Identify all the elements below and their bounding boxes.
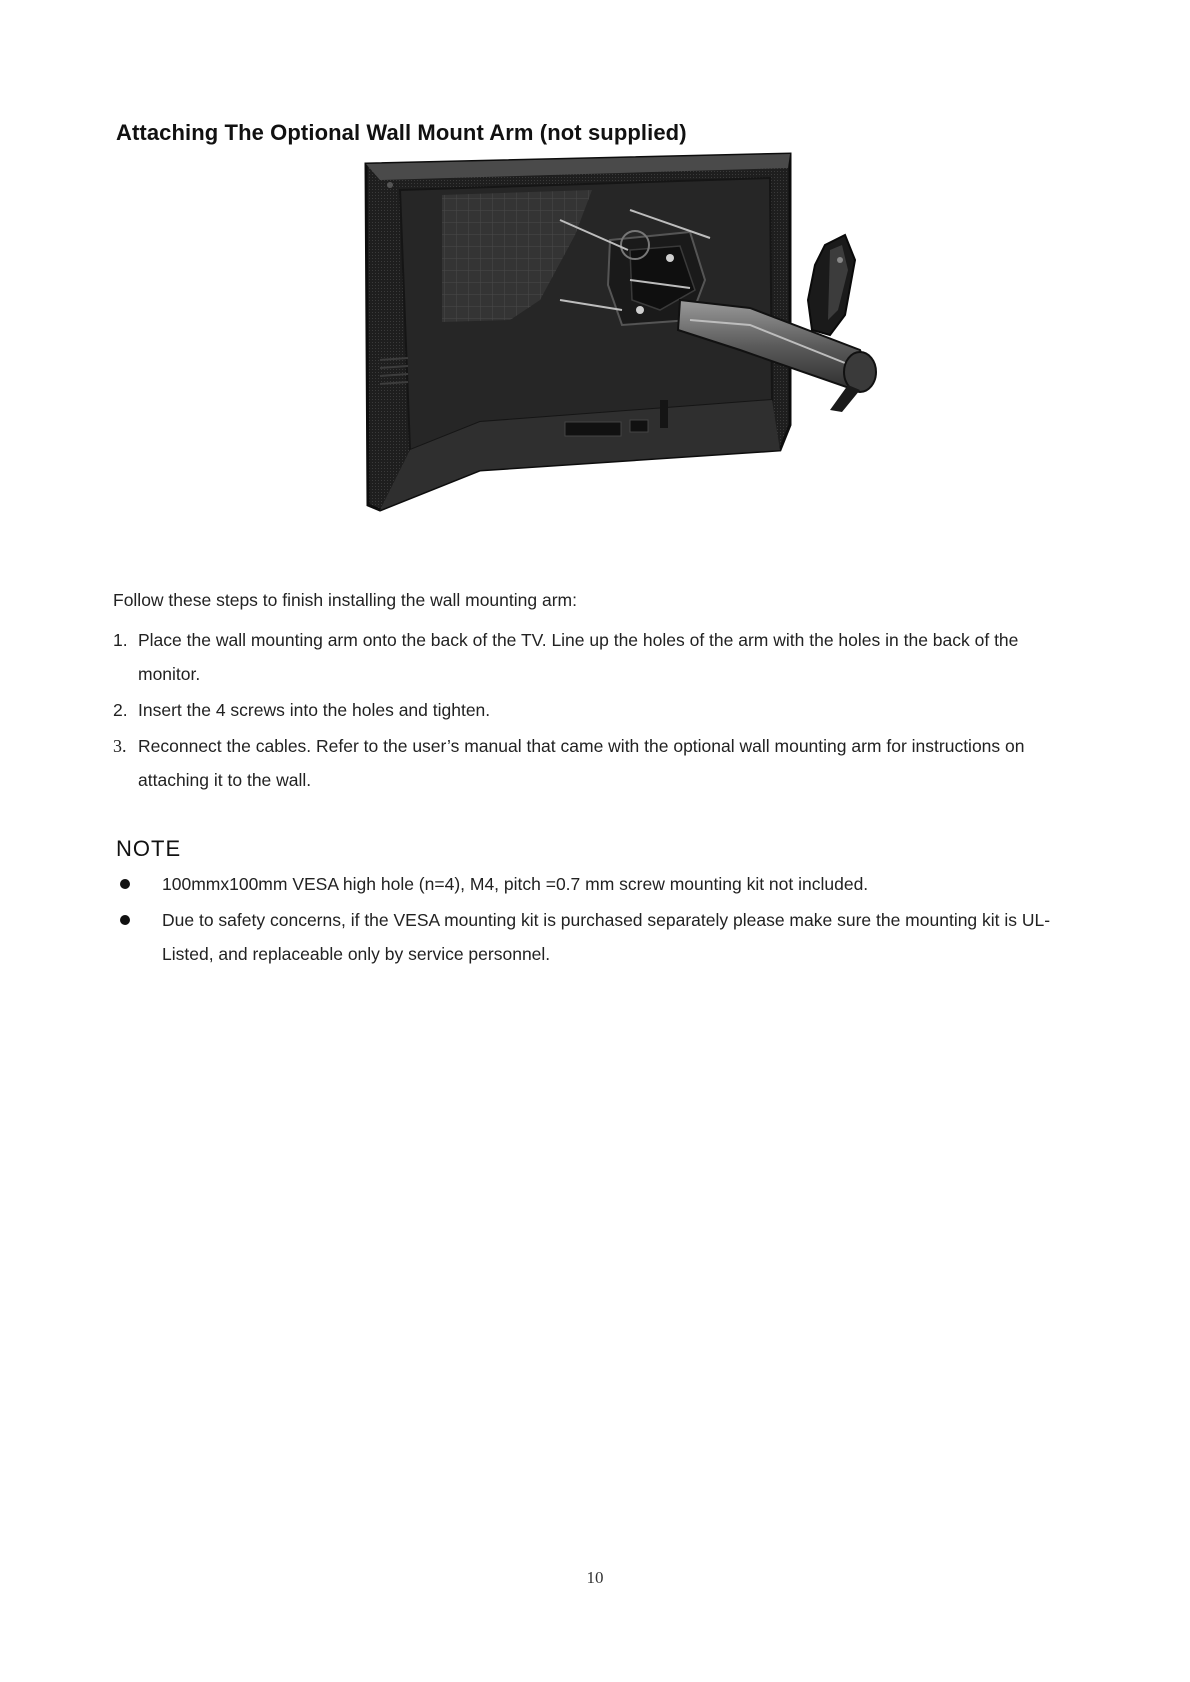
note-item (116, 903, 1076, 971)
step-number: 3. (113, 736, 127, 756)
step-number: 2. (113, 700, 128, 720)
installation-steps (113, 623, 1073, 799)
tv-wall-mount-illustration (360, 150, 950, 555)
step-item (113, 693, 1073, 727)
step-text: Reconnect the cables. Refer to the user’s manual that came with the optional wall mounting arm for instructions on attaching it to the wall. (138, 736, 1025, 790)
note-text: 100mmx100mm VESA high hole (n=4), M4, pitch =0.7 mm screw mounting kit not included. (162, 874, 869, 894)
page-number: 10 (586, 1568, 604, 1587)
bullet-icon (120, 879, 130, 889)
step-text: Insert the 4 screws into the holes and tighten. (138, 700, 491, 720)
note-title: NOTE (116, 836, 182, 861)
step-item (113, 623, 1073, 691)
note-text: Due to safety concerns, if the VESA mounting kit is purchased separately please make sure the mounting kit is UL-Listed, and replaceable only by service personnel. (162, 910, 1051, 964)
section-heading: Attaching The Optional Wall Mount Arm (not supplied) (116, 120, 687, 145)
step-text: Place the wall mounting arm onto the back of the TV. Line up the holes of the arm with the holes in the back of the monitor. (138, 630, 1019, 684)
intro-text: Follow these steps to finish installing the wall mounting arm: (113, 590, 577, 610)
note-list (116, 867, 1076, 973)
note-item (116, 867, 1076, 901)
bullet-icon (120, 915, 130, 925)
step-number: 1. (113, 630, 128, 650)
step-item (113, 729, 1073, 797)
